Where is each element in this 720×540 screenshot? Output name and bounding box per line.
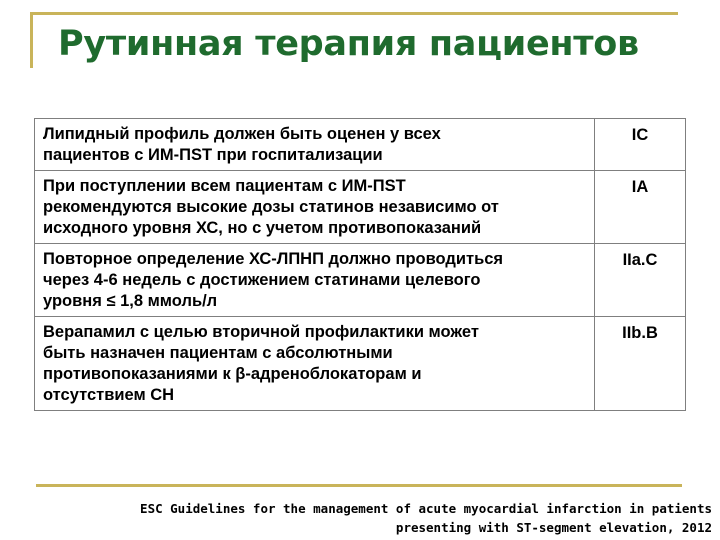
text-line: быть назначен пациентам с абсолютными <box>43 344 393 362</box>
text-line: Повторное определение ХС-ЛПНП должно проводиться <box>43 250 504 268</box>
recommendation-text <box>35 119 595 171</box>
evidence-class: IA <box>595 171 686 244</box>
recommendation-text <box>35 171 595 244</box>
text-line: уровня ≤ 1,8 ммоль/л <box>43 292 218 310</box>
recommendation-text <box>35 317 595 411</box>
text-line: исходного уровня ХС, но с учетом противопоказаний <box>43 219 482 237</box>
evidence-class: IIb.B <box>595 317 686 411</box>
recommendation-text <box>35 244 595 317</box>
text-line: рекомендуются высокие дозы статинов независимо от <box>43 198 499 216</box>
recommendations-table <box>34 118 686 411</box>
table-row <box>35 171 686 244</box>
text-line: противопоказаниями к β-адреноблокаторам и <box>43 365 422 383</box>
text-line: Липидный профиль должен быть оценен у всех <box>43 125 441 143</box>
slide-title: Рутинная терапия пациентов <box>58 24 639 64</box>
source-citation <box>140 499 712 537</box>
table-row <box>35 317 686 411</box>
evidence-class: IIa.C <box>595 244 686 317</box>
bottom-divider <box>36 484 682 487</box>
text-line: Верапамил с целью вторичной профилактики может <box>43 323 479 341</box>
text-line: При поступлении всем пациентам с ИМ-ПST <box>43 177 406 195</box>
top-divider <box>30 12 678 15</box>
citation-line: ESC Guidelines for the management of acute myocardial infarction in patients <box>140 501 712 516</box>
table-row <box>35 244 686 317</box>
text-line: отсутствием СН <box>43 386 175 404</box>
evidence-class: IC <box>595 119 686 171</box>
title-corner-line <box>30 12 33 68</box>
text-line: пациентов с ИМ-ПST при госпитализации <box>43 146 383 164</box>
citation-line: presenting with ST-segment elevation, 2012 <box>395 520 712 535</box>
table-row <box>35 119 686 171</box>
text-line: через 4-6 недель с достижением статинами целевого <box>43 271 481 289</box>
